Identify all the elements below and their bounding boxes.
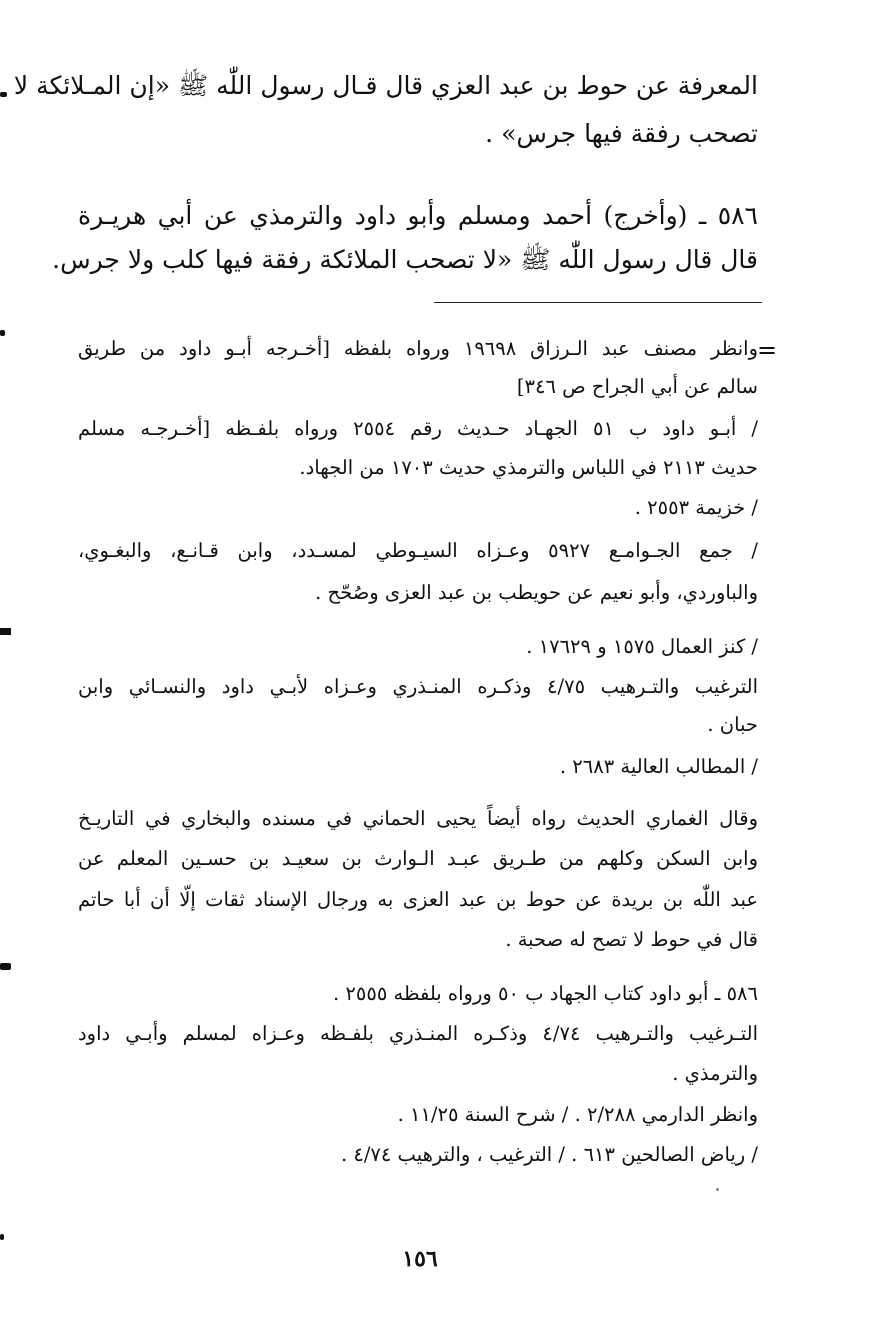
- footnote-line: سالم عن أبي الجراح ص ٣٤٦]: [516, 375, 758, 398]
- scan-speck: [716, 1188, 719, 1191]
- footnote-line: التـرغيب والتـرهيب ٤/٧٤ وذكـره المنـذري بلفـظه وعـزاه لمسلم وأبـي داود: [78, 1022, 758, 1045]
- footnote-line: قال في حوط لا تصح له صحبة .: [505, 928, 758, 951]
- footnote-line: / جمع الجـوامـع ٥٩٢٧ وعـزاه السيـوطي لمسـدد، وابن قـانـع، والبغـوي،: [78, 539, 759, 562]
- scan-edge-mark: [0, 963, 11, 970]
- footnote-divider: [434, 302, 762, 303]
- footnote-line: حبان .: [707, 713, 758, 736]
- scan-edge-mark: [0, 1234, 4, 1240]
- footnote-line: / خزيمة ٢٥٥٣ .: [634, 496, 758, 519]
- footnote-line: / أبـو داود ب ٥١ الجهـاد حـديث رقم ٢٥٥٤ ورواه بلفـظه [أخـرجـه مسلم: [78, 417, 758, 440]
- main-text-line-1: المعرفة عن حوط بن عبد العزي قال قـال رسول اللّٰه ﷺ «إن المـلائكة لا: [13, 71, 758, 100]
- main-text-line-2: تصحب رفقة فيها جرس» .: [485, 119, 758, 148]
- footnote-line: ٥٨٦ ـ أبو داود كتاب الجهاد ب ٥٠ ورواه بلفظه ٢٥٥٥ .: [333, 982, 758, 1005]
- footnote-line: الترغيب والتـرهيب ٤/٧٥ وذكـره المنـذري وعـزاه لأبـي داود والنسـائي وابن: [78, 675, 758, 698]
- page-number: ١٥٦: [402, 1246, 438, 1272]
- footnote-line: حديث ٢١١٣ في اللباس والترمذي حديث ١٧٠٣ من الجهاد.: [299, 456, 758, 479]
- hadith-586-line-2: قال قال رسول اللّٰه ﷺ «لا تصحب الملائكة رفقة فيها كلب ولا جرس.: [52, 245, 758, 274]
- footnote-line: وانظر مصنف عبد الـرزاق ١٩٦٩٨ ورواه بلفظه [أخـرجه أبـو داود من طريق: [78, 337, 759, 360]
- scan-edge-mark: [0, 92, 7, 97]
- scan-edge-mark: [0, 330, 5, 336]
- footnote-line: وابن السكن وكلهم من طـريق عبـد الـوارث بن سعيـد بن حسـين المعلم عن: [78, 847, 758, 870]
- footnote-line: / رياض الصالحين ٦١٣ . / الترغيب ، والترهيب ٤/٧٤ .: [340, 1143, 758, 1166]
- footnote-line: عبد اللّٰه بن بريدة عن حوط بن عبد العزى به ورجال الإسناد ثقات إلّا أن أبا حاتم: [78, 888, 758, 911]
- footnote-continuation-marker: =: [757, 336, 778, 364]
- footnote-line: وانظر الدارمي ٢/٢٨٨ . / شرح السنة ١١/٢٥ .: [397, 1103, 758, 1126]
- scan-edge-mark: [0, 628, 11, 635]
- footnote-line: وقال الغماري الحديث رواه أيضاً يحيى الحماني في مسنده والبخاري في التاريـخ: [78, 807, 758, 830]
- footnote-line: / كنز العمال ١٥٧٥ و ١٧٦٢٩ .: [526, 635, 758, 658]
- hadith-586-line-1: ٥٨٦ ـ (وأخرج) أحمد ومسلم وأبو داود والترمذي عن أبي هريـرة: [78, 201, 758, 230]
- footnote-line: والباوردي، وأبو نعيم عن حويطب بن عبد العزى وصُحّح .: [315, 581, 758, 604]
- footnote-line: / المطالب العالية ٢٦٨٣ .: [559, 755, 758, 778]
- footnote-line: والترمذي .: [672, 1062, 758, 1085]
